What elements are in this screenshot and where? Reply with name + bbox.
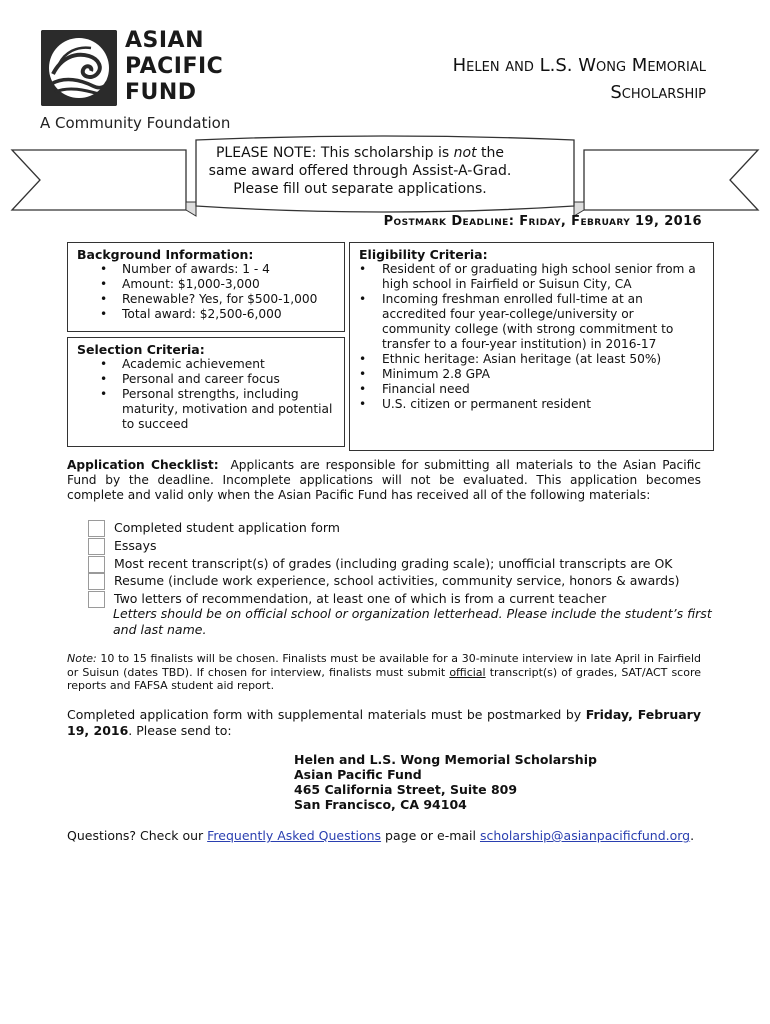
deadline-value: Friday, February 19, 2016 [519,214,702,229]
list-item: • Ethnic heritage: Asian heritage (at least 50%) [382,352,699,367]
address-line-3: 465 California Street, Suite 809 [294,782,518,797]
checklist-row [88,555,708,573]
notice-line-1-end: the [476,145,505,161]
checkbox[interactable] [88,520,105,537]
notice-text [190,144,530,198]
logo-line-2: PACIFIC [125,54,224,79]
checklist-row [88,537,708,555]
checklist-item-label: Most recent transcript(s) of grades (including grading scale); unofficial transcripts are OK [114,555,673,571]
list-item: • Number of awards: 1 - 4 [122,262,344,277]
selection-heading: Selection Criteria: [77,342,205,357]
eligibility-list [350,262,713,412]
official-emphasis: official [449,665,486,679]
faq-link[interactable]: Frequently Asked Questions [207,828,382,843]
logo-line-1: ASIAN [125,28,204,53]
list-item: • Renewable? Yes, for $500-1,000 [122,292,344,307]
letters-note: Letters should be on official school or organization letterhead. Please include the student’s first and last name. [113,606,712,637]
selection-list [68,357,344,432]
checklist-item-label: Resume (include work experience, school activities, community service, honors & awards) [114,573,680,589]
logo-emblem [41,30,117,106]
list-item: • Financial need [382,382,699,397]
notice-line-2: same award offered through Assist-A-Grad. [208,163,512,179]
notice-line-3: Please fill out separate applications. [233,181,487,197]
questions-end: . [690,828,695,843]
document-title [326,52,706,106]
questions-line [67,828,694,844]
list-item: • Personal strengths, including maturity, motivation and potential to succeed [122,387,334,432]
notice-emphasis: not [453,145,477,161]
checkbox[interactable] [88,556,105,573]
background-list [68,262,344,322]
title-line-2: Scholarship [610,82,706,103]
address-line-4: San Francisco, CA 94104 [294,797,467,812]
checklist-intro-text: Applicants are responsible for submitting all materials to the Asian Pacific Fund by the deadline. Incomplete applications will not be evaluated. This application becomes complete and valid only when the Asian Pacific Fund has received all of the following materials: [67,458,701,502]
address-line-1: Helen and L.S. Wong Memorial Scholarship [294,752,597,767]
list-item: • Incoming freshman enrolled full-time at an accredited four year-college/university or community college (with strong commitment to transfer to a four-year institution) in 2016-17 [382,292,699,352]
checklist [88,519,708,608]
checkbox[interactable] [88,538,105,555]
list-item: • Amount: $1,000-3,000 [122,277,344,292]
checklist-label: Application Checklist: [67,458,219,472]
postmark-instructions [67,707,701,739]
mailing-address [294,752,597,812]
logo-line-3: FUND [125,80,197,105]
list-item: • Academic achievement [122,357,334,372]
title-line-1: Helen and L.S. Wong Memorial [452,55,706,76]
note-label: Note: [67,652,97,665]
checklist-item-label: Two letters of recommendation, at least one of which is from a current teacher [114,591,607,607]
checkbox[interactable] [88,591,105,608]
questions-mid: page or e-mail [381,828,480,843]
postmark-text: Completed application form with supplemental materials must be postmarked by [67,707,586,722]
notice-line-1: PLEASE NOTE: This scholarship is [215,145,454,161]
checklist-item-label: Essays [114,537,157,553]
background-heading: Background Information: [77,247,254,262]
list-item: • Personal and career focus [122,372,334,387]
finalists-text: 10 to 15 finalists will be chosen. Finalists must be available for a 30-minute interview in late April in Fairfield or Suisun (dates TBD). If chosen for interview, finalists must submit [67,652,701,679]
questions-text: Questions? Check our [67,828,208,843]
eligibility-criteria-box [349,242,714,451]
checkbox[interactable] [88,573,105,590]
logo-tagline: A Community Foundation [40,114,231,132]
logo-wordmark [125,28,223,106]
selection-criteria-box [67,337,345,447]
postmark-tail: . Please send to: [128,723,232,738]
background-info-box [67,242,345,332]
checklist-row [88,519,708,537]
postmark-deadline [384,214,702,229]
wave-icon [41,30,117,106]
finalists-text-end: transcript(s) of grades, SAT/ACT score reports and FAFSA student aid report. [67,665,701,692]
address-line-2: Asian Pacific Fund [294,767,422,782]
list-item: • Total award: $2,500-6,000 [122,307,344,322]
list-item: • Resident of or graduating high school senior from a high school in Fairfield or Suisun City, CA [382,262,699,292]
postmark-date: Friday, February 19, 2016 [67,707,701,738]
email-link[interactable]: scholarship@asianpacificfund.org [479,828,691,843]
checklist-item-label: Completed student application form [114,520,340,535]
deadline-label: Postmark Deadline: [383,214,515,229]
list-item: • U.S. citizen or permanent resident [382,397,699,412]
checklist-intro [67,458,701,503]
list-item: • Minimum 2.8 GPA [382,367,699,382]
finalists-note [67,652,701,693]
eligibility-heading: Eligibility Criteria: [359,247,488,262]
checklist-row [88,572,708,590]
